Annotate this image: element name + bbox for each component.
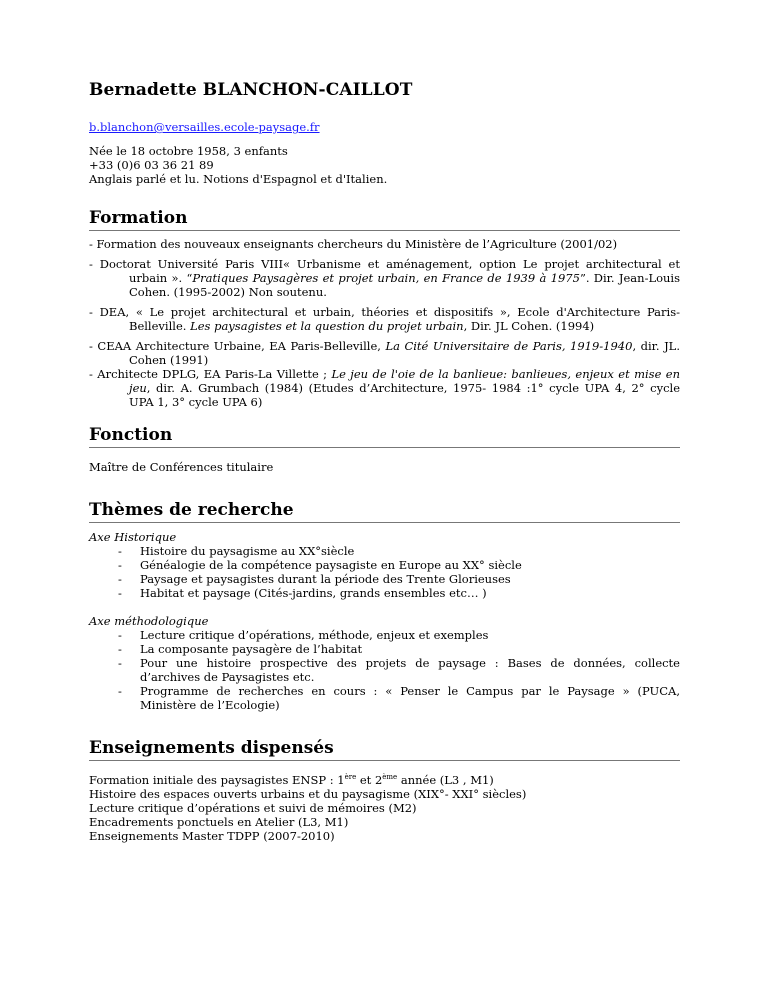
entry-text: - DEA, « Le projet architectural et urbain, théories et dispositifs », Ecole d'Architecture Paris-Belleville. [89,305,680,333]
entry-text: - Doctorat Université Paris VIII« Urbanisme et aménagement, option Le projet architectural et urbain ». “ [89,257,680,285]
list-item: - Paysage et paysagistes durant la période des Trente Glorieuses [89,572,680,586]
enseignement-line: Enseignements Master TDPP (2007-2010) [89,829,335,843]
fonction-section [89,425,680,474]
birth-info: Née le 18 octobre 1958, 3 enfants [89,144,288,158]
entry-text: - Architecte DPLG, EA Paris-La Villette ; [89,367,332,381]
list-item: - Habitat et paysage (Cités-jardins, grands ensembles etc… ) [89,586,680,600]
axe-methodologique-list [89,628,680,712]
entry-text: , dir. A. Grumbach (1984) (Etudes d’Architecture, 1975- 1984 :1° cycle UPA 4, 2° cycle UPA 1, 3° cycle UPA 6) [129,381,680,409]
formation-heading: Formation [89,208,680,231]
formation-entry [89,339,680,367]
dplg-title: Le jeu de l'oie de la banlieue: banlieues, enjeux et mise en jeu [129,367,680,395]
entry-text: , dir. JL. Cohen (1991) [129,339,680,367]
enseignements-section [89,738,680,843]
axe-methodologique-label: Axe méthodologique [89,614,209,628]
formation-entry [89,367,680,409]
fonction-text: Maître de Conférences titulaire [89,460,274,474]
entry-text: ”. Dir. Jean-Louis Cohen. (1995-2002) Non soutenu. [129,271,680,299]
entry-text: - CEAA Architecture Urbaine, EA Paris-Belleville, [89,339,386,353]
languages: Anglais parlé et lu. Notions d'Espagnol et d'Italien. [89,172,388,186]
themes-section [89,500,680,712]
list-item: - La composante paysagère de l’habitat [89,642,680,656]
email-link[interactable]: b.blanchon@versailles.ecole-paysage.fr [89,120,320,134]
axe-historique-list [89,544,680,600]
phone-number: +33 (0)6 03 36 21 89 [89,158,214,172]
enseignement-line [89,773,680,787]
line-text: Formation initiale des paysagistes ENSP : 1 [89,773,345,787]
themes-heading: Thèmes de recherche [89,500,680,523]
list-item: - Pour une histoire prospective des projets de paysage : Bases de données, collecte d’archives de Paysagistes etc. [89,656,680,684]
axe-historique-label: Axe Historique [89,530,177,544]
line-text: et 2 [356,773,383,787]
superscript: ème [382,773,398,782]
entry-text: , Dir. JL Cohen. (1994) [463,319,595,333]
list-item: - Généalogie de la compétence paysagiste en Europe au XX° siècle [89,558,680,572]
formation-entry [89,257,680,299]
dea-title: Les paysagistes et la question du projet urbain [190,319,464,333]
enseignement-line: Lecture critique d’opérations et suivi de mémoires (M2) [89,801,417,815]
thesis-title: Pratiques Paysagères et projet urbain, en France de 1939 à 1975 [192,271,580,285]
cv-header [89,80,680,186]
ceaa-title: La Cité Universitaire de Paris, 1919-1940 [385,339,633,353]
formation-entry: - Formation des nouveaux enseignants chercheurs du Ministère de l’Agriculture (2001/02) [89,237,618,251]
list-item: - Programme de recherches en cours : « Penser le Campus par le Paysage » (PUCA, Ministère de l’Ecologie) [89,684,680,712]
fonction-heading: Fonction [89,425,680,448]
list-item: - Lecture critique d’opérations, méthode, enjeux et exemples [89,628,680,642]
enseignement-line: Encadrements ponctuels en Atelier (L3, M1) [89,815,349,829]
enseignements-heading: Enseignements dispensés [89,738,680,761]
formation-entry [89,305,680,333]
person-name: Bernadette BLANCHON-CAILLOT [89,80,413,100]
enseignement-line: Histoire des espaces ouverts urbains et du paysagisme (XIX°- XXI° siècles) [89,787,527,801]
line-text: année (L3 , M1) [397,773,494,787]
superscript: ère [344,773,357,782]
formation-section [89,208,680,409]
list-item: - Histoire du paysagisme au XX°siècle [89,544,680,558]
